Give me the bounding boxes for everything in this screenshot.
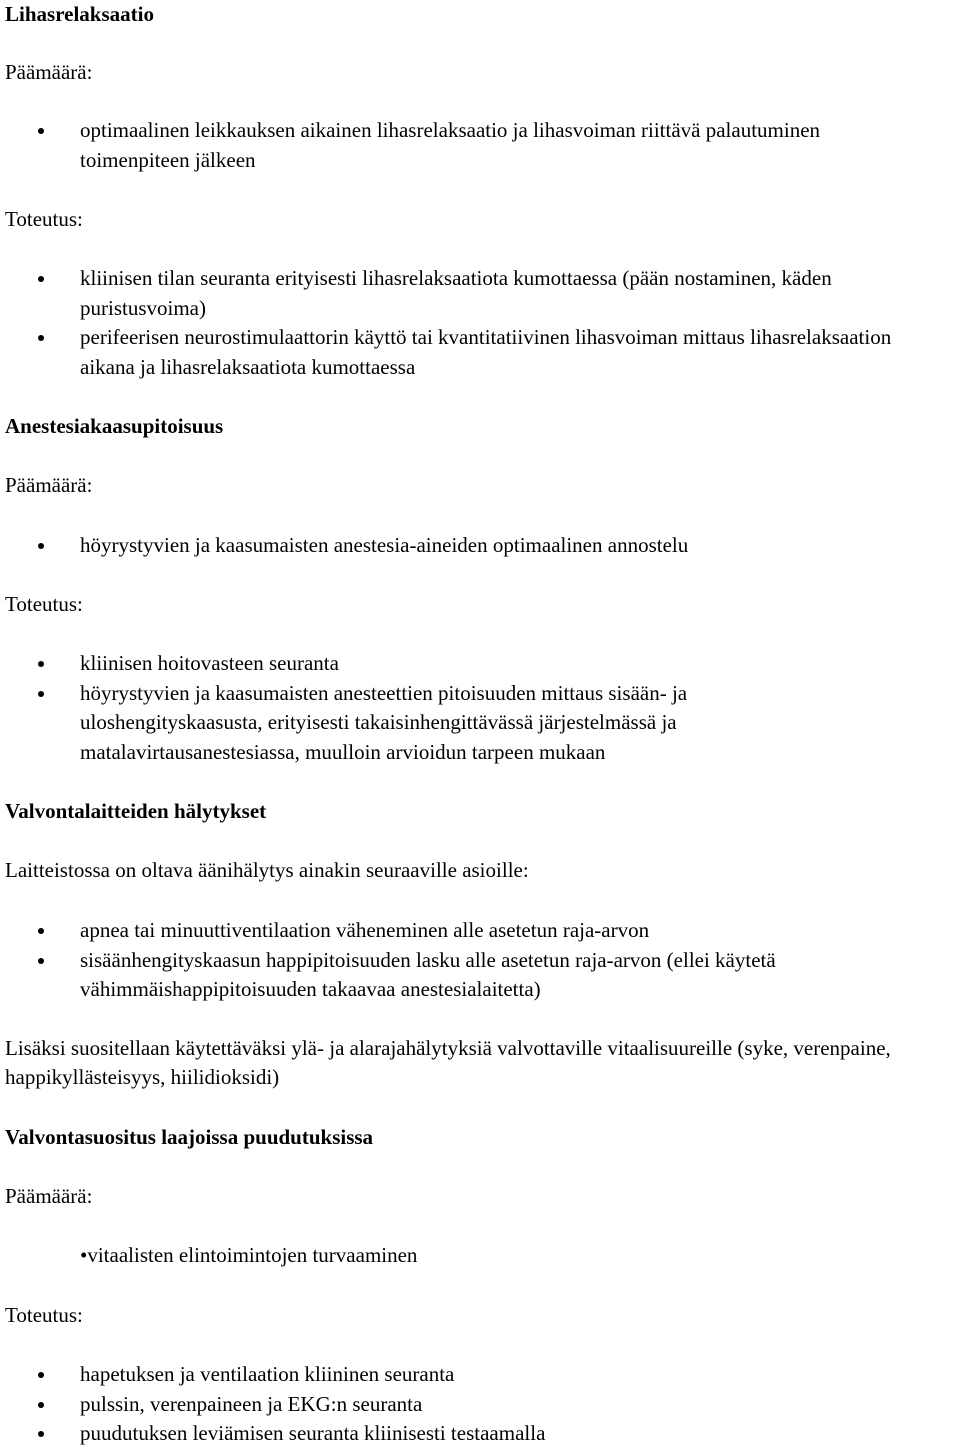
intro-text: Laitteistossa on oltava äänihälytys ainakin seuraaville asioille: bbox=[5, 858, 529, 882]
list-item: puudutuksen leviämisen seuranta kliinisesti testaamalla bbox=[0, 1419, 960, 1449]
list-item: höyrystyvien ja kaasumaisten anestesia-aineiden optimaalinen annostelu bbox=[0, 531, 960, 561]
bullet-icon bbox=[38, 1431, 44, 1437]
section-heading-lihasrelaksaatio: Lihasrelaksaatio bbox=[5, 2, 154, 26]
list-item: perifeerisen neurostimulaattorin käyttö tai kvantitatiivinen lihasvoiman mittaus lihasrelaksaation aikana ja lihasrelaksaatiota kumottaessa bbox=[0, 323, 960, 382]
list-item: pulssin, verenpaineen ja EKG:n seuranta bbox=[0, 1390, 960, 1420]
implementation-label: Toteutus: bbox=[5, 1303, 83, 1327]
alarm-list bbox=[0, 916, 960, 1005]
bullet-icon bbox=[38, 661, 44, 667]
bullet-icon bbox=[38, 128, 44, 134]
list-item: optimaalinen leikkauksen aikainen lihasrelaksaatio ja lihasvoiman riittävä palautuminen toimenpiteen jälkeen bbox=[0, 116, 960, 175]
goal-label: Päämäärä: bbox=[5, 60, 93, 84]
implementation-list bbox=[0, 1360, 960, 1449]
goal-list bbox=[0, 116, 960, 175]
implementation-label: Toteutus: bbox=[5, 592, 83, 616]
goal-list bbox=[0, 531, 960, 561]
bullet-icon bbox=[38, 335, 44, 341]
bullet-icon bbox=[38, 1402, 44, 1408]
implementation-list bbox=[0, 649, 960, 767]
bullet-icon bbox=[38, 928, 44, 934]
list-item: sisäänhengityskaasun happipitoisuuden lasku alle asetetun raja-arvon (ellei käytetä vähimmäishappipitoisuuden takaavaa anestesialaitetta) bbox=[0, 946, 960, 1005]
bullet-icon bbox=[38, 691, 44, 697]
outro-text: Lisäksi suositellaan käytettäväksi ylä- ja alarajahälytyksiä valvottaville vitaalisuureille (syke, verenpaine, happikyllästeisyys, hiilidioksidi) bbox=[5, 1036, 891, 1089]
goal-inline-item: •vitaalisten elintoimintojen turvaaminen bbox=[80, 1243, 418, 1267]
list-item: apnea tai minuuttiventilaation väheneminen alle asetetun raja-arvon bbox=[0, 916, 960, 946]
bullet-icon bbox=[38, 543, 44, 549]
implementation-list bbox=[0, 264, 960, 382]
list-item: kliinisen hoitovasteen seuranta bbox=[0, 649, 960, 679]
bullet-icon bbox=[38, 1372, 44, 1378]
implementation-label: Toteutus: bbox=[5, 207, 83, 231]
list-item: hapetuksen ja ventilaation kliininen seuranta bbox=[0, 1360, 960, 1390]
section-heading-valvontasuositus: Valvontasuositus laajoissa puudutuksissa bbox=[5, 1125, 374, 1149]
bullet-icon bbox=[38, 276, 44, 282]
section-heading-valvontalaitteiden-halytykset: Valvontalaitteiden hälytykset bbox=[5, 799, 267, 823]
section-heading-anestesiakaasupitoisuus: Anestesiakaasupitoisuus bbox=[5, 414, 224, 438]
goal-label: Päämäärä: bbox=[5, 1184, 93, 1208]
list-item: kliinisen tilan seuranta erityisesti lihasrelaksaatiota kumottaessa (pään nostaminen, käden puristusvoima) bbox=[0, 264, 960, 323]
list-item: höyrystyvien ja kaasumaisten anesteettien pitoisuuden mittaus sisään- ja uloshengityskaasusta, erityisesti takaisinhengittävässä järjestelmässä ja matalavirtausanestesiassa, muulloin arvioidun tarpeen mukaan bbox=[0, 679, 960, 768]
goal-label: Päämäärä: bbox=[5, 473, 93, 497]
bullet-icon bbox=[38, 958, 44, 964]
